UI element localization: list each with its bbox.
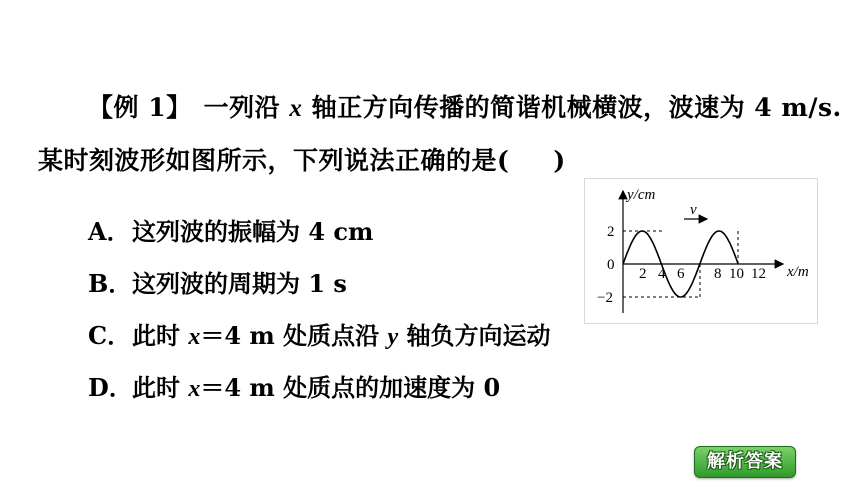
- option-c[interactable]: [88, 316, 551, 351]
- x-tick-6: 6: [677, 266, 685, 282]
- option-d-pre: 此时: [132, 373, 180, 402]
- x-tick-10: 10: [729, 266, 744, 282]
- option-c-var-y: y: [387, 324, 399, 350]
- option-b-key: B．: [88, 269, 133, 298]
- x-tick-12: 12: [751, 266, 766, 282]
- option-c-pre: 此时: [132, 321, 180, 350]
- y-tick-0: 0: [607, 257, 615, 273]
- option-b-text: 这列波的周期为 1 s: [132, 269, 347, 298]
- option-a-key: A．: [88, 217, 131, 246]
- y-tick-2: 2: [607, 224, 615, 240]
- y-tick-neg2: −2: [597, 290, 613, 306]
- question-line-2: [38, 141, 566, 177]
- y-axis-label: y/cm: [627, 187, 656, 203]
- example-tag: 【例 1】: [88, 93, 192, 122]
- x-tick-4: 4: [658, 266, 666, 282]
- option-c-post: 轴负方向运动: [406, 321, 551, 350]
- velocity-label: v: [690, 202, 697, 218]
- option-d-key: D．: [88, 373, 133, 402]
- answer-analysis-button[interactable]: 解析答案: [694, 446, 796, 478]
- option-d-post: ＝4 m 处质点的加速度为 0: [200, 373, 501, 402]
- variable-x: x: [289, 95, 303, 122]
- question-text-1b: 轴正方向传播的简谐机械横波，波速为 4 m/s.: [311, 93, 842, 122]
- x-tick-2: 2: [639, 266, 647, 282]
- option-c-key: C．: [88, 321, 132, 350]
- wave-graph: [584, 178, 818, 324]
- option-a-text: 这列波的振幅为 4 cm: [132, 217, 374, 246]
- x-axis-label: x/m: [787, 264, 809, 280]
- question-text-2a: 某时刻波形如图所示，下列说法正确的是(: [38, 146, 510, 175]
- question-text-2b: ): [553, 146, 566, 175]
- option-d-var-x: x: [188, 376, 201, 402]
- option-d[interactable]: [88, 368, 500, 403]
- option-b[interactable]: [88, 264, 347, 299]
- x-tick-8: 8: [714, 266, 722, 282]
- question-text-1a: 一列沿: [203, 93, 281, 122]
- wave-graph-svg: [585, 179, 817, 323]
- option-c-var-x: x: [188, 324, 201, 350]
- option-a[interactable]: [88, 212, 373, 247]
- option-c-mid: ＝4 m 处质点沿: [200, 321, 380, 350]
- question-line-1: [88, 88, 842, 124]
